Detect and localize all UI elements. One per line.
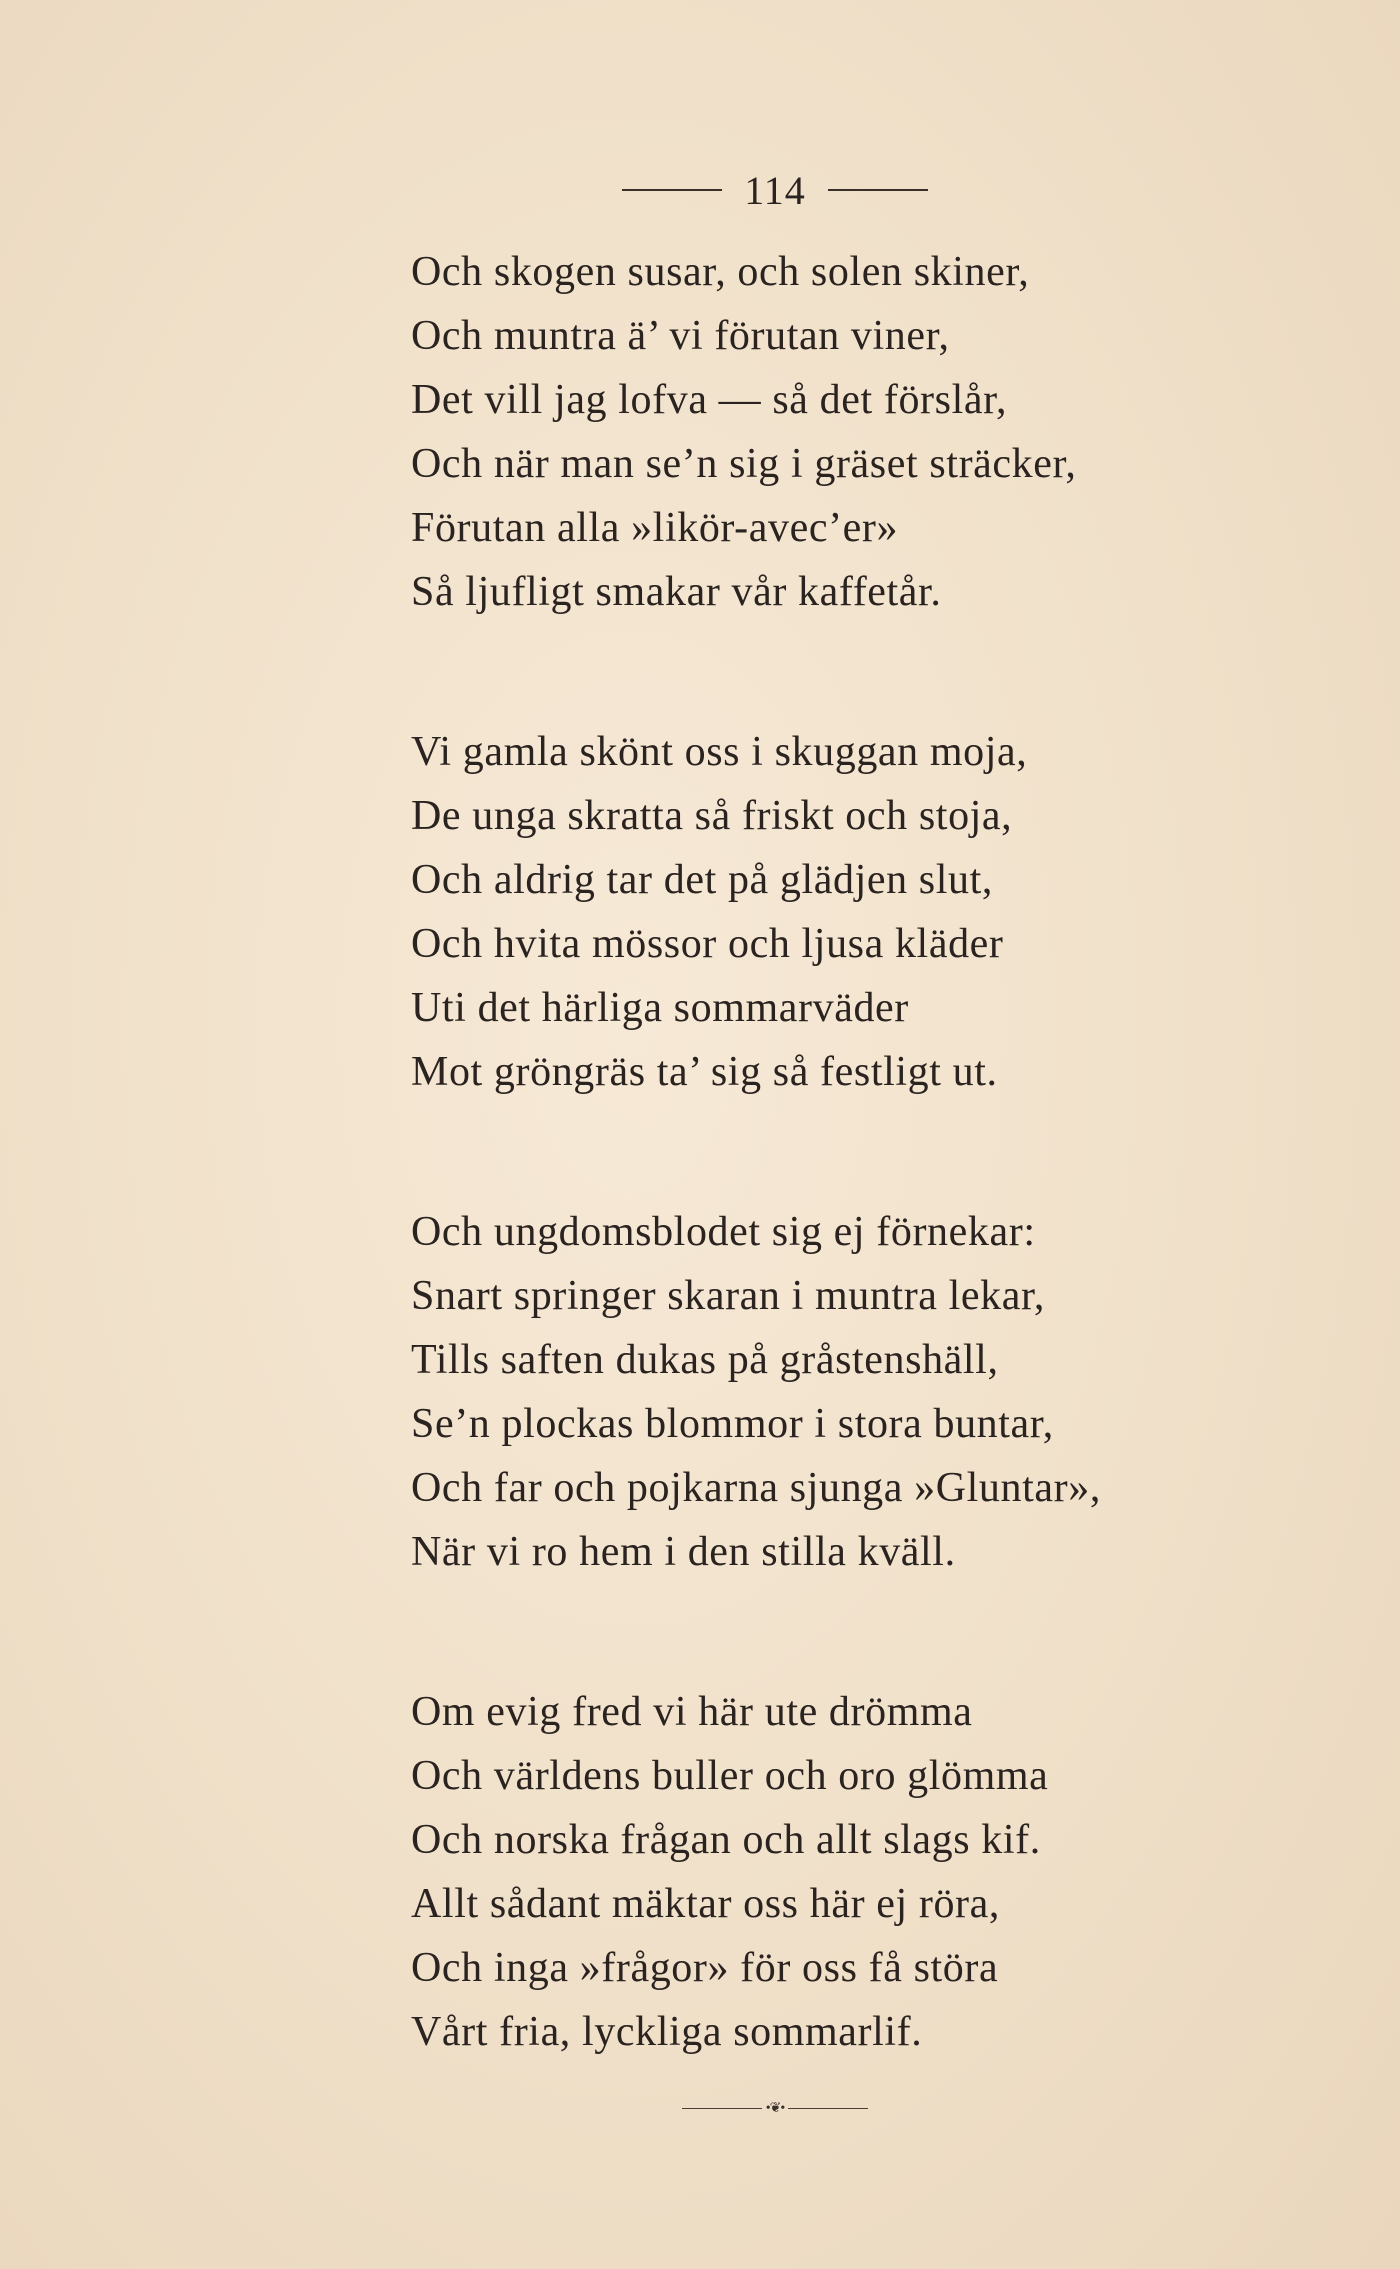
poem-line: Uti det härliga sommarväder [411, 985, 909, 1031]
poem-line: Och far och pojkarna sjunga »Gluntar», [411, 1465, 1101, 1511]
page-header [620, 160, 930, 220]
poem-line: Och när man se’n sig i gräset sträcker, [411, 441, 1077, 487]
poem-line: Och skogen susar, och solen skiner, [411, 249, 1030, 295]
header-rule-left [622, 189, 722, 191]
poem-line: Se’n plockas blommor i stora buntar, [411, 1401, 1054, 1447]
poem [411, 240, 1311, 2064]
poem-line: Om evig fred vi här ute drömma [411, 1689, 973, 1735]
poem-line: Så ljufligt smakar vår kaffetår. [411, 569, 942, 615]
poem-line: Vårt fria, lyckliga sommarlif. [411, 2009, 923, 2055]
stanza [411, 720, 1311, 1104]
poem-line: Och muntra ä’ vi förutan viner, [411, 313, 950, 359]
poem-line: Snart springer skaran i muntra lekar, [411, 1273, 1045, 1319]
poem-line: Och ungdomsblodet sig ej förnekar: [411, 1209, 1036, 1255]
poem-line: De unga skratta så friskt och stoja, [411, 793, 1013, 839]
stanza [411, 240, 1311, 624]
poem-line: Allt sådant mäktar oss här ej röra, [411, 1881, 1000, 1927]
poem-line: Och hvita mössor och ljusa kläder [411, 921, 1004, 967]
poem-line: Det vill jag lofva — så det förslår, [411, 377, 1008, 423]
stanza [411, 1200, 1311, 1584]
stanza [411, 1680, 1311, 2064]
ornamental-divider-icon [665, 2098, 885, 2118]
poem-line: Och aldrig tar det på glädjen slut, [411, 857, 993, 903]
poem-line: Vi gamla skönt oss i skuggan moja, [411, 729, 1028, 775]
ornament-glyph: •❦• [765, 2100, 785, 2116]
poem-line: Mot gröngräs ta’ sig så festligt ut. [411, 1049, 998, 1095]
poem-line: Och norska frågan och allt slags kif. [411, 1817, 1041, 1863]
ornament-rule-right [788, 2108, 868, 2109]
ornament-rule-left [682, 2108, 762, 2109]
page-number: 114 [744, 167, 806, 213]
poem-line: Tills saften dukas på gråstenshäll, [411, 1337, 999, 1383]
poem-line: Förutan alla »likör-avec’er» [411, 505, 899, 551]
poem-line: När vi ro hem i den stilla kväll. [411, 1529, 956, 1575]
header-rule-right [828, 189, 928, 191]
poem-line: Och inga »frågor» för oss få störa [411, 1945, 999, 1991]
poem-line: Och världens buller och oro glömma [411, 1753, 1049, 1799]
